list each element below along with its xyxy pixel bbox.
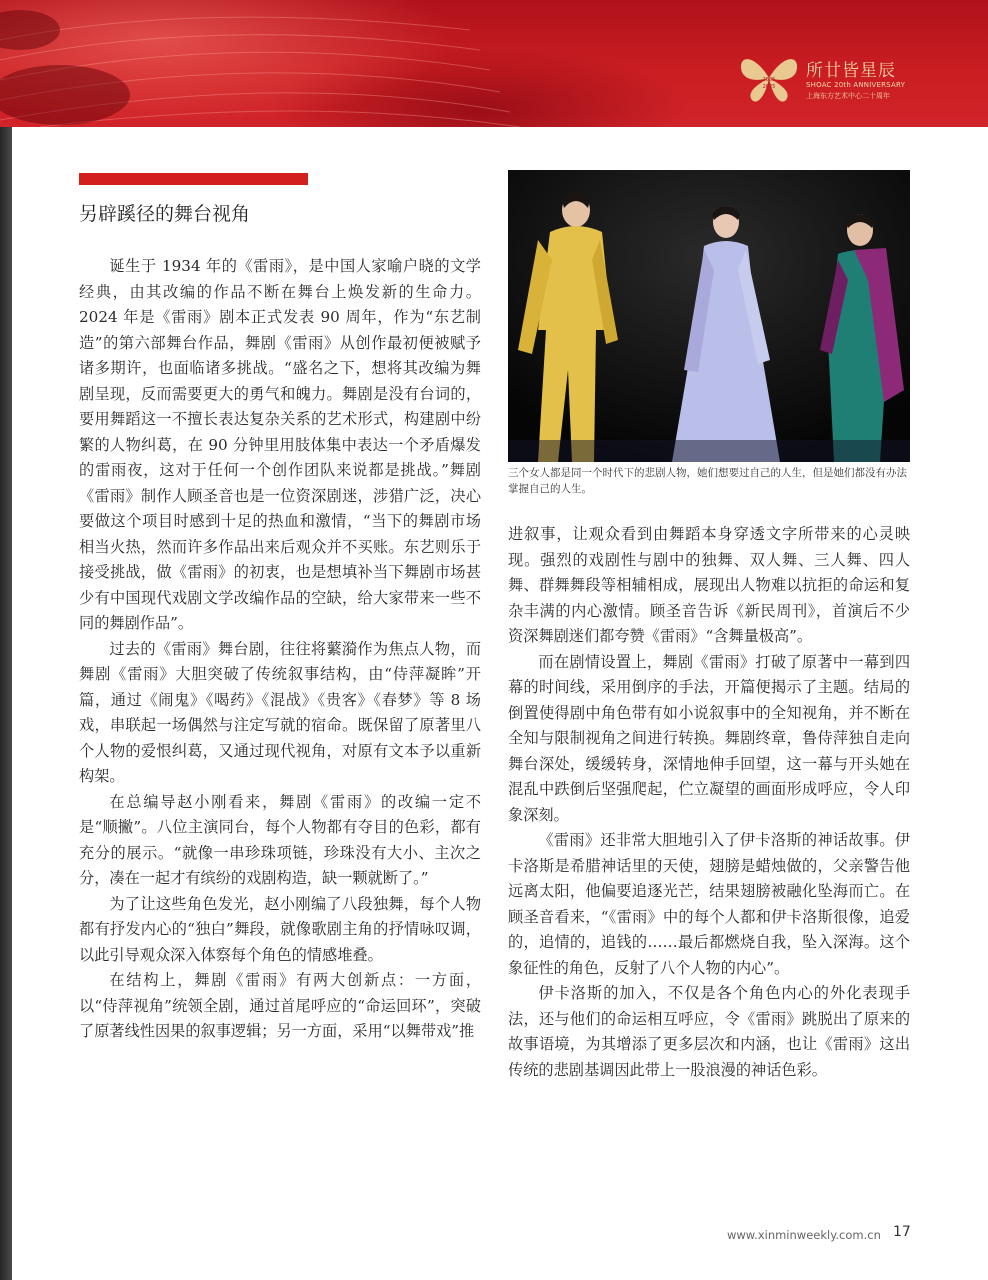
logo-title-cn: 所廿皆星辰 — [806, 61, 896, 81]
paragraph: 《雷雨》还非常大胆地引入了伊卡洛斯的神话故事。伊卡洛斯是希腊神话里的天使，翅膀是蜡烛做的，父亲警告他远离太阳，他偏要追逐光芒，结果翅膀被融化坠海而亡。在顾圣音看来，“《雷雨》中的每个人都和伊卡洛斯很像，追爱的，追情的，追钱的……最后都燃烧自我，坠入深海。这个象征性的角色，反射了八个人物的内心”。 — [508, 831, 910, 977]
paragraph: 伊卡洛斯的加入，不仅是各个角色内心的外化表现手法，还与他们的命运相互呼应，令《雷雨》跳脱出了原来的故事语境，为其增添了更多层次和内涵，也让《雷雨》这出传统的悲剧基调因此带上一股浪漫的神话色彩。 — [508, 984, 910, 1079]
paragraph: 在结构上，舞剧《雷雨》有两大创新点：一方面，以“侍萍视角”统领全剧，通过首尾呼应的“命运回环”，突破了原著线性因果的叙事逻辑；另一方面，采用“以舞带戏”推 — [79, 971, 481, 1040]
paragraph: 而在剧情设置上，舞剧《雷雨》打破了原著中一幕到四幕的时间线，采用倒序的手法，开篇便揭示了主题。结局的倒置使得剧中角色带有如小说叙事中的全知视角，并不断在全知与限制视角之间进行转换。舞剧终章，鲁侍萍独自走向舞台深处，缓缓转身，深情地伸手回望，这一幕与开头她在混乱中跌倒后坚强爬起，伫立凝望的画面形成呼应，令人印象深刻。 — [508, 652, 910, 824]
left-text-column — [79, 254, 481, 1045]
photo-caption: 三个女人都是同一个时代下的悲剧人物，她们想要过自己的人生，但是她们都没有办法掌握自己的人生。 — [508, 467, 907, 495]
header-banner — [0, 0, 988, 127]
paragraph: 诞生于 1934 年的《雷雨》，是中国人家喻户晓的文学经典，由其改编的作品不断在舞台上焕发新的生命力。2024 年是《雷雨》剧本正式发表 90 周年，作为“东艺制造”的第六部舞台作品，舞剧《雷雨》从创作最初便被赋予诸多期许，也面临诸多挑战。“盛名之下，想将其改编为舞剧呈现，反而需要更大的勇气和魄力。舞剧是没有台词的，要用舞蹈这一不擅长表达复杂关系的艺术形式，构建剧中纷繁的人物纠葛，在 90 分钟里用肢体集中表达一个矛盾爆发的雷雨夜，这对于任何一个创作团队来说都是挑战。”舞剧《雷雨》制作人顾圣音也是一位资深剧迷，涉猎广泛，决心要做这个项目时感到十足的热血和激情，“当下的舞剧市场相当火热，然而许多作品出来后观众并不买账。东艺则乐于接受挑战，做《雷雨》的初衷，也是想填补当下舞剧市场甚少有中国现代戏剧文学改编作品的空缺，给大家带来一些不同的舞剧作品”。 — [79, 257, 481, 632]
footer-url: www.xinminweekly.com.cn — [727, 1228, 881, 1242]
page-edge-shadow — [0, 127, 12, 1280]
stage-photo — [508, 170, 910, 462]
butterfly-20-logo-icon — [738, 48, 800, 106]
paragraph: 过去的《雷雨》舞台剧，往往将蘩漪作为焦点人物，而舞剧《雷雨》大胆突破了传统叙事结构，由“侍萍凝眸”开篇，通过《闹鬼》《喝药》《混战》《贵客》《春梦》等 8 场戏，串联起一场偶然与注定写就的宿命。既保留了原著里八个人物的爱恨纠葛，又通过现代视角，对原有文本予以重新构架。 — [79, 639, 481, 785]
paragraph: 在总编导赵小刚看来，舞剧《雷雨》的改编一定不是“顺撇”。八位主演同台，每个人物都有夺目的色彩，都有充分的展示。“就像一串珍珠项链，珍珠没有大小、主次之分，凑在一起才有缤纷的戏剧构造，缺一颗就断了。” — [79, 792, 481, 887]
logo-year-bottom: 2025 — [762, 84, 776, 90]
paragraph: 进叙事，让观众看到由舞蹈本身穿透文字所带来的心灵映现。强烈的戏剧性与剧中的独舞、双人舞、三人舞、四人舞、群舞舞段等相辅相成，展现出人物难以抗拒的命运和复杂丰满的内心激情。顾圣音告诉《新民周刊》，首演后不少资深舞剧迷们都夸赞《雷雨》“含舞量极高”。 — [508, 525, 910, 645]
section-accent-bar — [79, 173, 308, 185]
right-text-column — [508, 522, 910, 1083]
section-title: 另辟蹊径的舞台视角 — [79, 203, 251, 225]
paragraph: 为了让这些角色发光，赵小刚编了八段独舞，每个人物都有抒发内心的“独白”舞段，就像歌剧主角的抒情咏叹调，以此引导观众深入体察每个角色的情感堆叠。 — [79, 894, 481, 964]
anniversary-logo — [738, 48, 918, 108]
page-number: 17 — [893, 1224, 911, 1240]
logo-title-en: SHOAC 20th ANNIVERSARY — [806, 81, 906, 89]
logo-year-top: 2005 — [762, 77, 776, 83]
logo-subtitle: 上海东方艺术中心二十周年 — [806, 92, 890, 100]
three-dancers-image — [508, 170, 910, 462]
